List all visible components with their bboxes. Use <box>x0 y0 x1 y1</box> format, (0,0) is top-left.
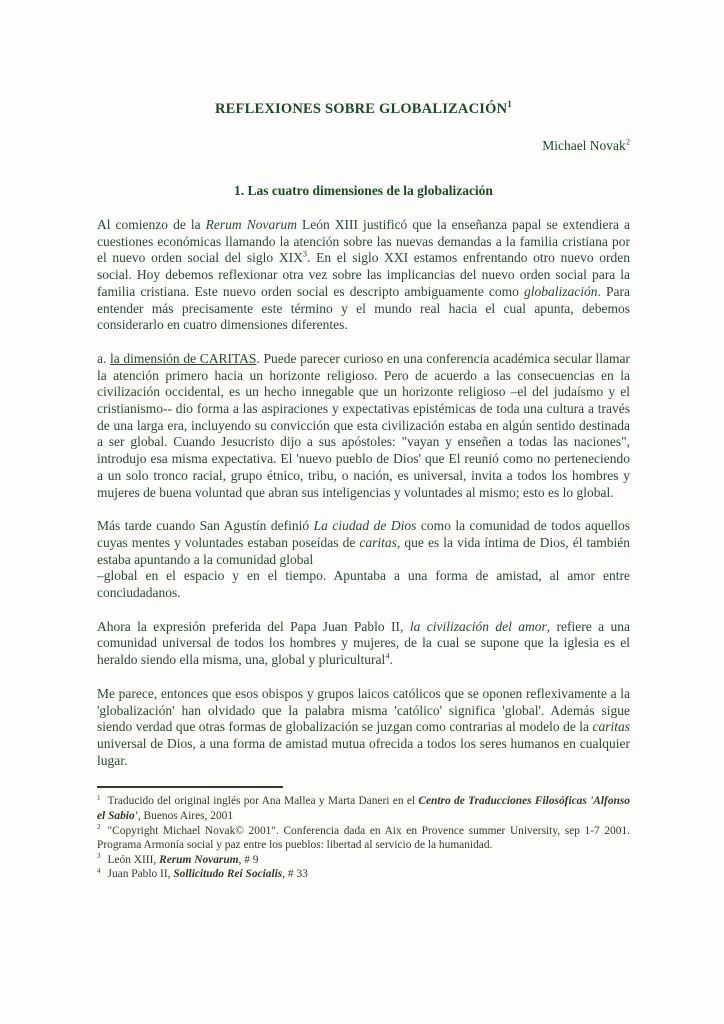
text-segment: Juan Pablo II, <box>107 868 174 881</box>
text-segment: León XIII, <box>107 853 160 866</box>
paragraph <box>97 686 630 770</box>
text-segment: . <box>389 652 393 668</box>
text-segment: . En el siglo XXI estamos enfrentando otro nuevo orden social. Hoy debemos reflexionar otra vez sobre las implicancias del nuevo orden social para la familia cristiana. Este nuevo orden social es descripto ambiguamente como <box>97 250 630 299</box>
text-segment: universal de Dios, a una forma de amistad mutua ofrecida a todos los seres humanos en cualquier lugar. <box>97 735 630 768</box>
footnotes-list <box>97 794 630 882</box>
text-segment: Ahora la expresión preferida del Papa Juan Pablo II, <box>97 618 410 634</box>
text-segment: como la comunidad de todos aquellos cuyas mentes y voluntades estaban poseídas de <box>97 518 630 550</box>
author-footnote-ref: 2 <box>625 137 630 147</box>
footnote-number: 1 <box>97 793 101 802</box>
document-title-text: REFLEXIONES SOBRE GLOBALIZACIÓN <box>215 101 508 117</box>
text-segment: , # 33 <box>282 868 308 881</box>
footnote <box>97 853 630 868</box>
text-segment: la dimensión de CARITAS <box>110 350 257 366</box>
text-segment: La ciudad de Dios <box>313 518 417 534</box>
footnote-number: 4 <box>97 866 101 875</box>
footnote <box>97 824 630 853</box>
footnote-ref: 3 <box>302 249 308 259</box>
footnote-number: 3 <box>97 851 101 860</box>
text-segment: , que es la vida íntima de Dios, él también estaba apuntando a la comunidad global <box>97 534 630 567</box>
footnote <box>97 794 630 823</box>
footnote <box>97 867 630 882</box>
text-segment: caritas <box>592 719 630 735</box>
text-segment: . Para entender más precisamente este término y el mundo real hacia el cual apunta, debemos considerarlo en cuatro dimensiones diferentes. <box>97 283 630 333</box>
text-segment: Más tarde cuando San Agustín definió <box>97 518 314 534</box>
text-segment: a. <box>97 350 111 366</box>
text-segment: –global en el espacio y en el tiempo. Apuntaba a una forma de amistad, al amor entre conciudadanos. <box>97 568 630 601</box>
section-heading: 1. Las cuatro dimensiones de la globalización <box>234 183 493 198</box>
text-segment: , Buenos Aires, 2001 <box>137 809 234 822</box>
paragraph <box>97 217 630 334</box>
text-segment: Centro de Traducciones Filosóficas 'Alfonso el Sabio' <box>97 795 630 822</box>
author-name: Michael Novak <box>542 138 626 153</box>
footnote-number: 2 <box>97 822 101 831</box>
text-segment: , refiere a una comunidad universal de todos los hombres y mujeres, de la cual se supone que la iglesia es el heraldo siendo ella misma, una, global y pluricultural <box>97 618 631 668</box>
document-title <box>97 101 630 117</box>
text-segment: globalización <box>524 283 598 299</box>
document-body <box>97 217 630 769</box>
paragraph <box>97 619 630 669</box>
text-segment: la civilización del amor <box>409 618 547 634</box>
text-segment: Rerum Novarum <box>205 217 297 232</box>
title-footnote-ref: 1 <box>507 99 512 110</box>
text-segment: Rerum Novarum <box>159 853 239 866</box>
paragraph <box>97 518 630 602</box>
text-segment: , # 9 <box>238 853 259 866</box>
text-segment: caritas <box>359 534 397 550</box>
text-segment: Sollicitudo Rei Socialis <box>173 868 283 881</box>
text-segment: Me parece, entonces que esos obispos y grupos laicos católicos que se oponen reflexivamente a la 'globalización' han olvidado que la palabra misma 'católico' significa 'global'. Además sigue siendo verdad que otras formas de globalización se juzgan como contrarias al modelo de la <box>97 685 630 735</box>
text-segment: Al comienzo de la <box>97 217 206 232</box>
text-segment: "Copyright Michael Novak© 2001". Conferencia dada en Aix en Provence summer University, sep 1-7 2001. Programa Armonía social y paz entre los pueblos: libertad al servicio de la humanidad. <box>97 824 630 852</box>
text-segment: León XIII justificó que la enseñanza papal se extendiera a cuestiones económicas llamando la atención sobre las nuevas demandas a la familia cristiana por el nuevo orden social del siglo XIX <box>97 217 631 266</box>
author-byline <box>97 138 630 154</box>
text-segment: Traducido del original inglés por Ana Mallea y Marta Daneri en el <box>107 795 419 808</box>
footnote-ref: 4 <box>385 651 390 661</box>
footnote-separator <box>97 786 283 788</box>
text-segment: . Puede parecer curioso en una conferencia académica secular llamar la atención primero hacia un horizonte religioso. Pero de acuerdo a las consecuencias en la civilización occidental, es un hecho innegable que un horizonte religioso –el del judaísmo y el cristianismo-- dio forma a las aspiraciones y expectativas epistémicas de toda una cultura a través de una larga era, incluyendo su convicción que esta civilización estaba en algún sentido destinada a ser global. Cuando Jesucristo dijo a sus apóstoles: "vayan y enseñen a todas las naciones", introdujo esa misma expectativa. El 'nuevo pueblo de Dios' que El reunió como no perteneciendo a un solo tronco racial, grupo étnico, tribu, o nación, es universal, invita a todos los hombres y mujeres de buena voluntad que abran sus inteligencias y voluntades al mismo; esto es lo global. <box>97 350 630 500</box>
paragraph <box>97 351 630 501</box>
